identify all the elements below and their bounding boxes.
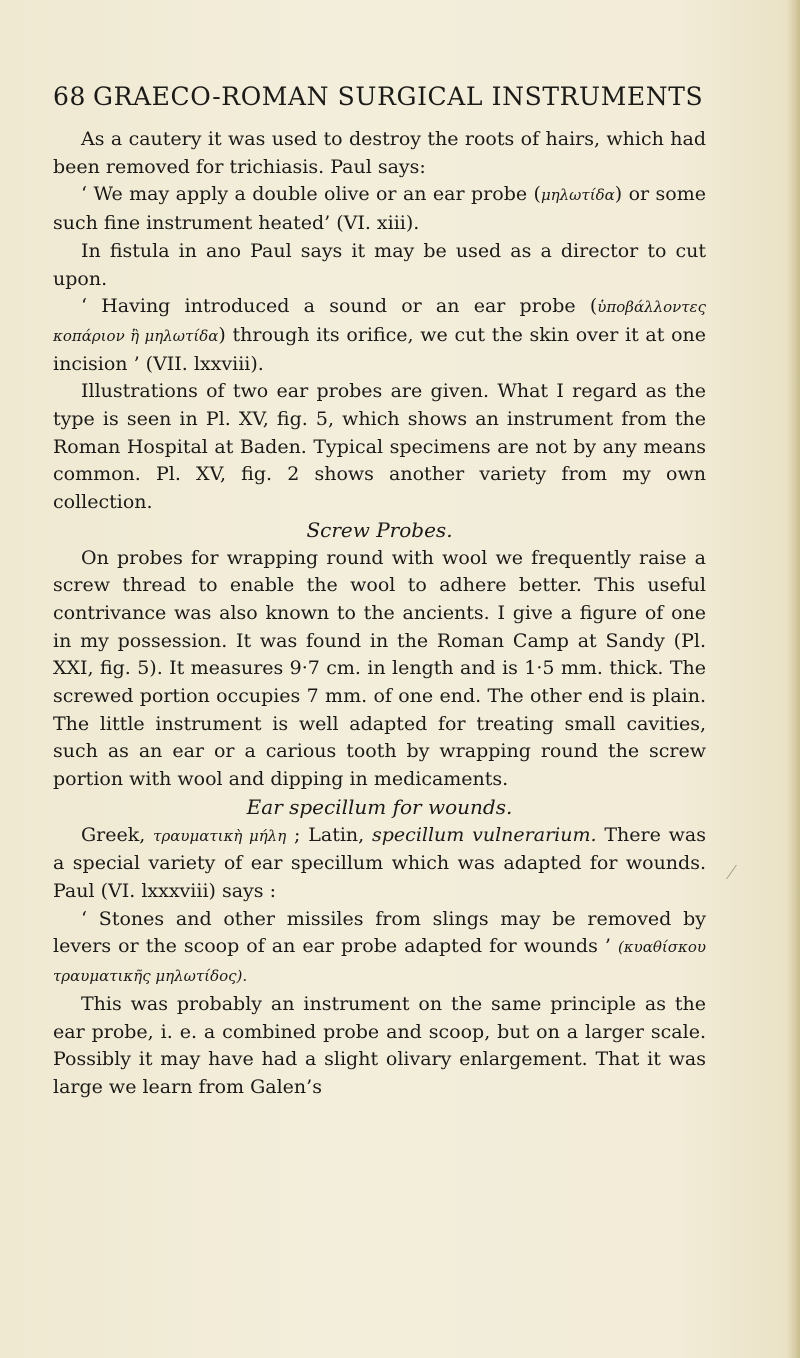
running-title: GRAECO-ROMAN SURGICAL INSTRUMENTS bbox=[93, 82, 704, 111]
paragraph-screw-probes: On probes for wrapping round with wool we frequently raise a screw thread to enable the wool to adhere better. This useful contrivance was also known to the ancients. I give a figure of one in my possession. It was found in the Roman Camp at Sandy (Pl. XXI, fig. 5). It measures 9·7 cm. in length and is 1·5 mm. thick. The screwed portion occupies 7 mm. of one end. The other end is plain. The little instrument is well adapted for treating small cavities, such as an ear or a carious tooth by wrapping round the screw portion with wool and dipping in medicaments. bbox=[53, 546, 706, 791]
greek-term: ὑποβάλλοντες κοπάριον ἢ μηλωτίδα bbox=[53, 298, 706, 345]
paragraph-fistula: In fistula in ano Paul says it may be used as a director to cut upon. bbox=[53, 239, 706, 290]
paragraph-ear-specillum: Greek, τραυματικὴ μήλη ; Latin, specillum vulnerarium. There was a special variety of ear specillum which was adapted for wounds. Paul (VI. lxxxviii) says : bbox=[53, 823, 707, 902]
section-heading-screw-probes: Screw Probes. bbox=[306, 517, 453, 542]
quote-paul-stones: ‘ Stones and other missiles from slings may be removed by levers or the scoop of an ear probe adapted for wounds ’ (κυαθίσκου τραυματικῆς μηλωτίδος). bbox=[53, 907, 707, 986]
paragraph-larger-scale: This was probably an instrument on the same principle as the ear probe, i. e. a combined probe and scoop, but on a larger scale. Possibly it may have had a slight olivary enlargement. That it was large we learn from Galen’s bbox=[53, 992, 706, 1098]
body-text bbox=[53, 126, 706, 1102]
quote-paul-cautery: ‘ We may apply a double olive or an ear probe (μηλωτίδα) or some such fine instrument heated’ (VI. xiii). bbox=[53, 183, 706, 235]
quote-paul-fistula: ‘ Having introduced a sound or an ear probe (ὑποβάλλοντες κοπάριον ἢ μηλωτίδα) through its orifice, we cut the skin over it at one incision ’ (VII. lxxviii). bbox=[53, 295, 707, 375]
section-heading-ear-specillum: Ear specillum for wounds. bbox=[246, 794, 513, 819]
running-header bbox=[53, 82, 703, 116]
greek-term: (κυαθίσκου τραυματικῆς μηλωτίδος). bbox=[53, 938, 707, 986]
paragraph-cautery: As a cautery it was used to destroy the roots of hairs, which had been removed for trichiasis. Paul says: bbox=[53, 128, 706, 178]
page-number: 68 bbox=[53, 82, 87, 111]
paragraph-illustrations: Illustrations of two ear probes are given. What I regard as the type is seen in Pl. XV, fig. 5, which shows an instrument from the Roman Hospital at Baden. Typical specimens are not by any means common. Pl. XV, fig. 2 shows another variety from my own collection. bbox=[53, 380, 706, 514]
margin-pencil-mark bbox=[726, 865, 745, 879]
page-edge-shadow bbox=[786, 0, 800, 1358]
latin-term: specillum vulnerarium. bbox=[372, 823, 597, 846]
greek-term: μηλωτίδα bbox=[540, 186, 615, 205]
greek-term: τραυματικὴ μήλη bbox=[153, 826, 287, 845]
